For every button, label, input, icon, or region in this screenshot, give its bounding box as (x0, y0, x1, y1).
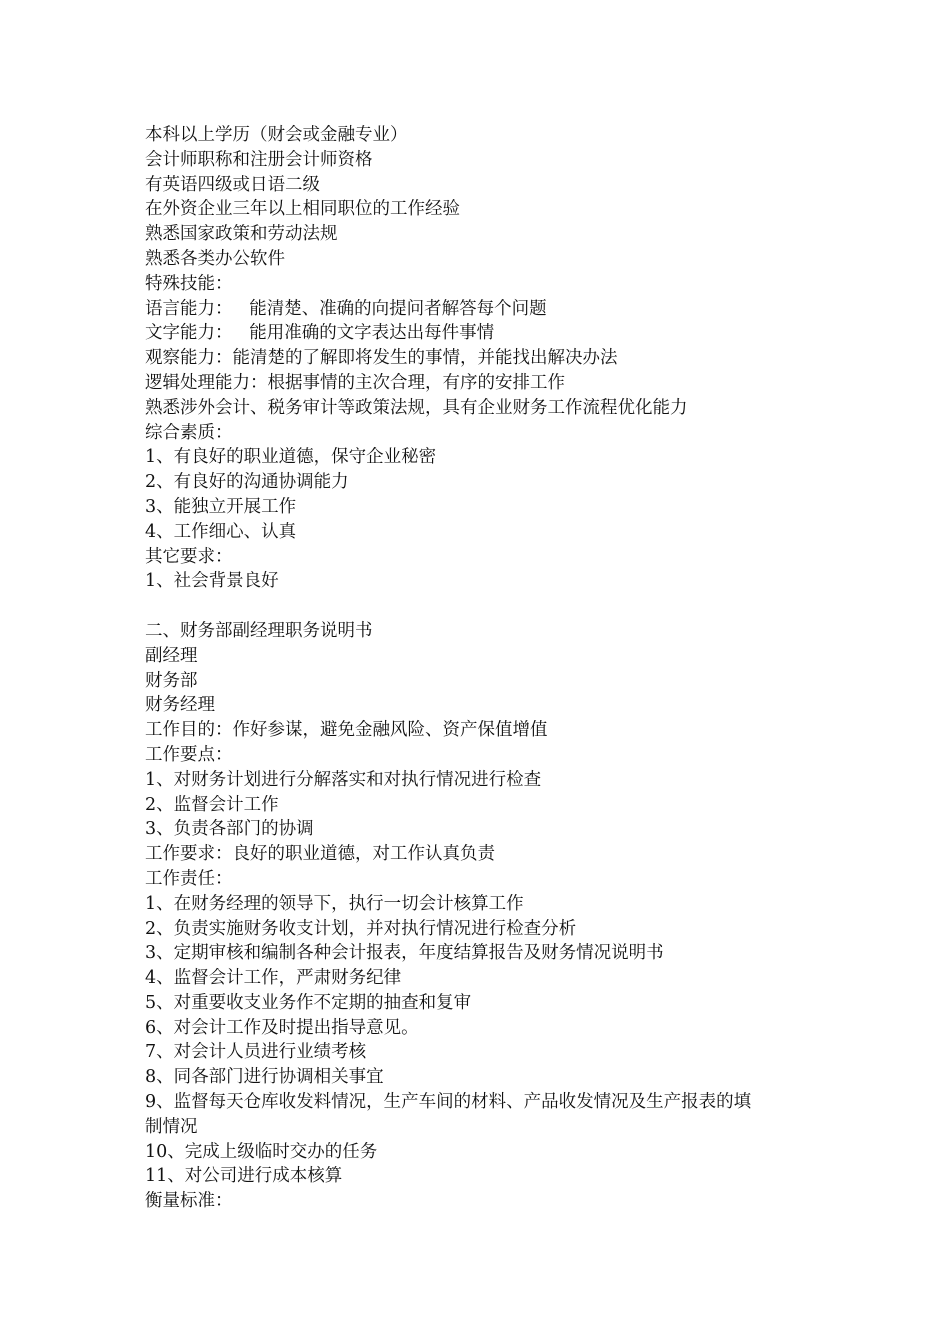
list-item: 11、对公司进行成本核算 (145, 1166, 343, 1187)
list-item-continuation: 制情况 (145, 1116, 198, 1137)
text-line: 财务部 (145, 670, 198, 691)
blank-line (145, 594, 845, 619)
list-item: 4、监督会计工作，严肃财务纪律 (145, 968, 402, 989)
list-item: 10、完成上级临时交办的任务 (145, 1141, 378, 1162)
list-item: 4、工作细心、认真 (145, 521, 297, 542)
list-item: 2、监督会计工作 (145, 794, 279, 815)
text-line: 熟悉各类办公软件 (145, 248, 285, 269)
text-line: 在外资企业三年以上相同职位的工作经验 (145, 199, 460, 220)
text-line: 文字能力： 能用准确的文字表达出每件事情 (145, 323, 495, 344)
text-line: 熟悉国家政策和劳动法规 (145, 224, 338, 245)
document-heading: 二、财务部副经理职务说明书 (145, 620, 373, 641)
section-heading: 衡量标准： (145, 1191, 233, 1212)
text-line: 逻辑处理能力：根据事情的主次合理，有序的安排工作 (145, 372, 565, 393)
text-line: 工作目的：作好参谋，避免金融风险、资产保值增值 (145, 720, 548, 741)
list-item: 8、同各部门进行协调相关事宜 (145, 1067, 384, 1088)
list-item: 7、对会计人员进行业绩考核 (145, 1042, 367, 1063)
list-item: 1、在财务经理的领导下，执行一切会计核算工作 (145, 893, 524, 914)
section-heading: 工作要点： (145, 744, 233, 765)
section-heading: 其它要求： (145, 546, 233, 567)
list-item: 1、有良好的职业道德，保守企业秘密 (145, 447, 437, 468)
list-item: 1、社会背景良好 (145, 571, 279, 592)
list-item: 2、有良好的沟通协调能力 (145, 472, 349, 493)
text-line: 副经理 (145, 645, 198, 666)
text-line: 语言能力： 能清楚、准确的向提问者解答每个问题 (145, 298, 547, 319)
text-line: 财务经理 (145, 695, 215, 716)
section-heading: 综合素质： (145, 422, 233, 443)
list-item: 6、对会计工作及时提出指导意见。 (145, 1017, 419, 1038)
list-item: 9、监督每天仓库收发料情况，生产车间的材料、产品收发情况及生产报表的填 (145, 1092, 752, 1113)
text-line: 本科以上学历（财会或金融专业） (145, 125, 408, 145)
text-line: 熟悉涉外会计、税务审计等政策法规，具有企业财务工作流程优化能力 (145, 397, 688, 418)
list-item: 3、能独立开展工作 (145, 496, 297, 517)
text-line: 有英语四级或日语二级 (145, 174, 320, 195)
document-body (145, 123, 845, 1214)
text-line: 工作要求：良好的职业道德，对工作认真负责 (145, 844, 495, 865)
text-line: 观察能力：能清楚的了解即将发生的事情，并能找出解决办法 (145, 348, 618, 369)
section-heading: 工作责任： (145, 868, 233, 889)
list-item: 3、定期审核和编制各种会计报表，年度结算报告及财务情况说明书 (145, 943, 664, 964)
list-item: 3、负责各部门的协调 (145, 819, 314, 840)
section-heading: 特殊技能： (145, 273, 233, 294)
list-item: 5、对重要收支业务作不定期的抽查和复审 (145, 992, 472, 1013)
list-item: 1、对财务计划进行分解落实和对执行情况进行检查 (145, 769, 542, 790)
text-line: 会计师职称和注册会计师资格 (145, 149, 373, 170)
list-item: 2、负责实施财务收支计划，并对执行情况进行检查分析 (145, 918, 577, 939)
